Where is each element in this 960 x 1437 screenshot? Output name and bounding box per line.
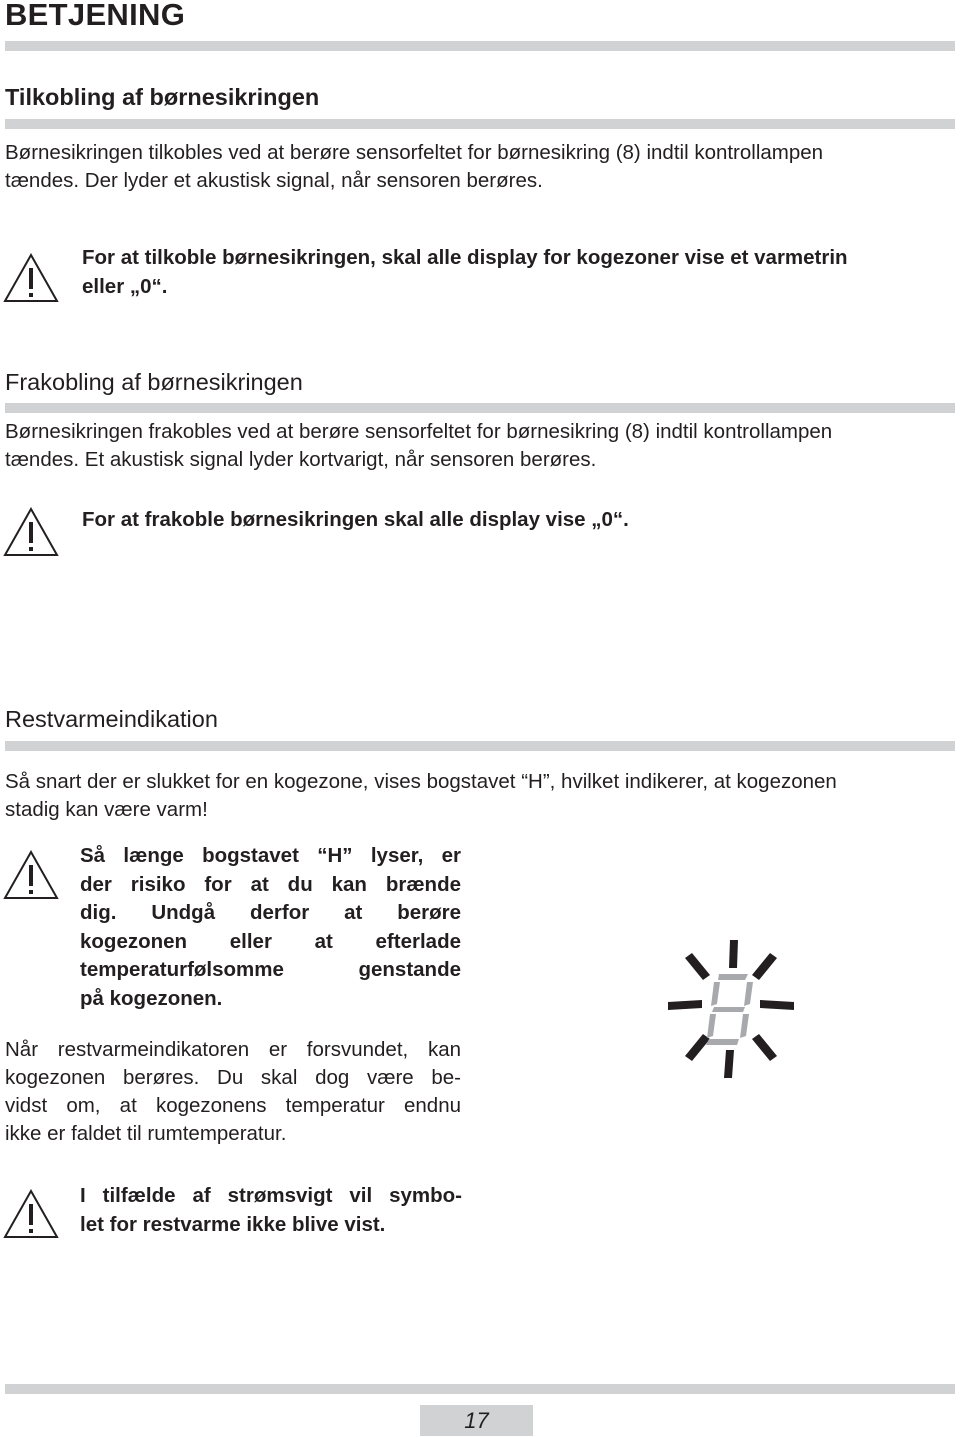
warning-triangle-icon bbox=[3, 1189, 59, 1239]
warning-triangle-icon bbox=[3, 850, 59, 900]
paragraph-restvarme-2: Når restvarmeindikatoren er forsvundet, kan kogezonen berøres. Du skal dog være be- vidst om, at kogezonens temperatur endnu ikke er faldet til rumtemperatur. bbox=[5, 1038, 461, 1145]
footer-rule bbox=[5, 1384, 955, 1394]
section-rule-tilkobling bbox=[5, 119, 955, 129]
glowing-segment-display-icon bbox=[668, 938, 794, 1080]
warning-triangle-icon bbox=[3, 507, 59, 557]
warning-tilkobling: For at tilkoble børnesikringen, skal alle display for kogezoner vise et varmetrin eller „0“. bbox=[82, 246, 848, 298]
paragraph-restvarme: Så snart der er slukket for en kogezone, vises bogstavet “H”, hvilket indikerer, at kogezonen stadig kan være varm! bbox=[5, 770, 837, 821]
section-rule-frakobling bbox=[5, 403, 955, 413]
warning-restvarme-power: I tilfælde af strømsvigt vil symbo- let for restvarme ikke blive vist. bbox=[80, 1184, 462, 1236]
section-rule-restvarme bbox=[5, 741, 955, 751]
warning-restvarme-burn: Så længe bogstavet “H” lyser, er der risiko for at du kan brænde dig. Undgå derfor at berøre kogezonen eller at efterlade temperaturfølsomme genstande på kogezonen. bbox=[80, 844, 461, 1010]
section-heading-frakobling: Frakobling af børnesikringen bbox=[5, 369, 303, 395]
paragraph-tilkobling: Børnesikringen tilkobles ved at berøre sensorfeltet for børnesikring (8) indtil kontrollampen tændes. Der lyder et akustisk signal, når sensoren berøres. bbox=[5, 141, 824, 192]
title-rule bbox=[5, 41, 955, 51]
warning-triangle-icon bbox=[3, 253, 59, 303]
page-title: BETJENING bbox=[5, 0, 186, 32]
section-heading-tilkobling: Tilkobling af børnesikringen bbox=[5, 84, 320, 110]
page-number: 17 bbox=[420, 1405, 533, 1436]
warning-frakobling: For at frakoble børnesikringen skal alle display vise „0“. bbox=[82, 508, 629, 531]
paragraph-frakobling: Børnesikringen frakobles ved at berøre sensorfeltet for børnesikring (8) indtil kontrollampen tændes. Et akustisk signal lyder kortvarigt, når sensoren berøres. bbox=[5, 420, 833, 471]
section-heading-restvarme: Restvarmeindikation bbox=[5, 706, 218, 732]
